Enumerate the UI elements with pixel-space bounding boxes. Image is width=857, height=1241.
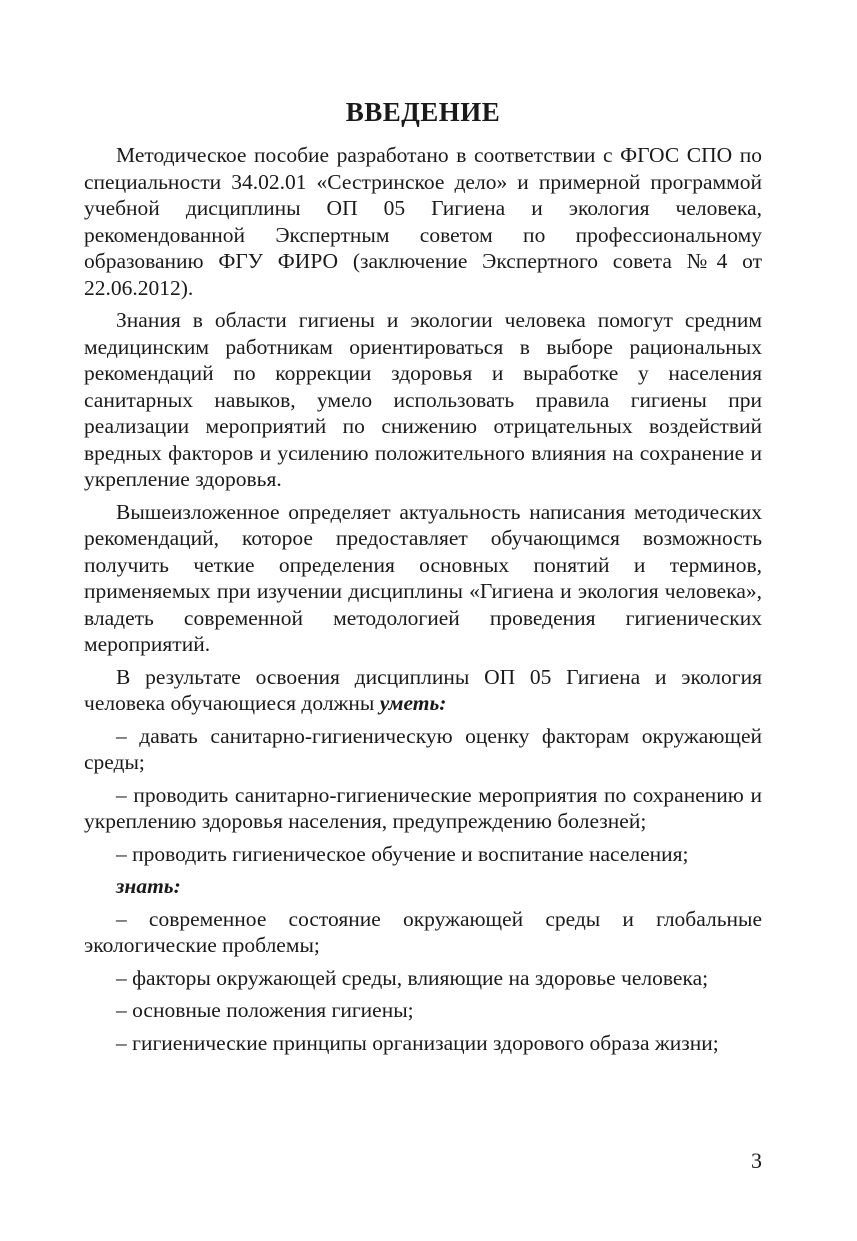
paragraph-4-text: В результате освоения дисциплины ОП 05 Гигиена и экология человека обучающиеся должны [84,664,762,715]
section-title: ВВЕДЕНИЕ [345,97,501,127]
document-page [84,96,762,1062]
intro-paragraph-1: Методическое пособие разработано в соответствии с ФГОС СПО по специальности 34.02.01 «Сестринское дело» и примерной программой учебной дисциплины ОП 05 Гигиена и экология человека, рекомендованной Экспертным советом по профессиональному образованию ФГУ ФИРО (заключение Экспертного совета №4 от 22.06.2012). [84,143,762,300]
knowledge-label: знать: [116,874,181,898]
skill-item: – проводить гигиеническое обучение и воспитание населения; [116,841,689,866]
intro-paragraph-4 [84,664,762,717]
skill-item: – проводить санитарно-гигиенические мероприятия по сохранению и укреплению здоровья населения, предупреждению болезней; [84,782,762,833]
intro-paragraph-3: Вышеизложенное определяет актуальность написания методических рекомендаций, которое предоставляет обучающимся возможность получить четкие определения основных понятий и терминов, применяемых при изучении дисциплины «Гигиена и экология человека», владеть современной методологией проведения гигиенических мероприятий. [84,499,762,656]
knowledge-item: – современное состояние окружающей среды и глобальные экологические проблемы; [84,906,762,957]
intro-paragraph-2: Знания в области гигиены и экологии человека помогут средним медицинским работникам ориентироваться в выборе рациональных рекомендаций по коррекции здоровья и выработке у населения санитарных навыков, умело использовать правила гигиены при реализации мероприятий по снижению отрицательных воздействий вредных факторов и усилению положительного влияния на сохранение и укрепление здоровья. [84,308,762,491]
knowledge-item: – факторы окружающей среды, влияющие на здоровье человека; [116,965,709,990]
knowledge-item: – основные положения гигиены; [116,998,414,1022]
page-number: 3 [751,1148,762,1173]
knowledge-item: – гигиенические принципы организации здорового образа жизни; [116,1030,719,1055]
skills-label: уметь: [379,691,447,715]
skill-item: – давать санитарно-гигиеническую оценку факторам окружающей среды; [84,723,762,774]
